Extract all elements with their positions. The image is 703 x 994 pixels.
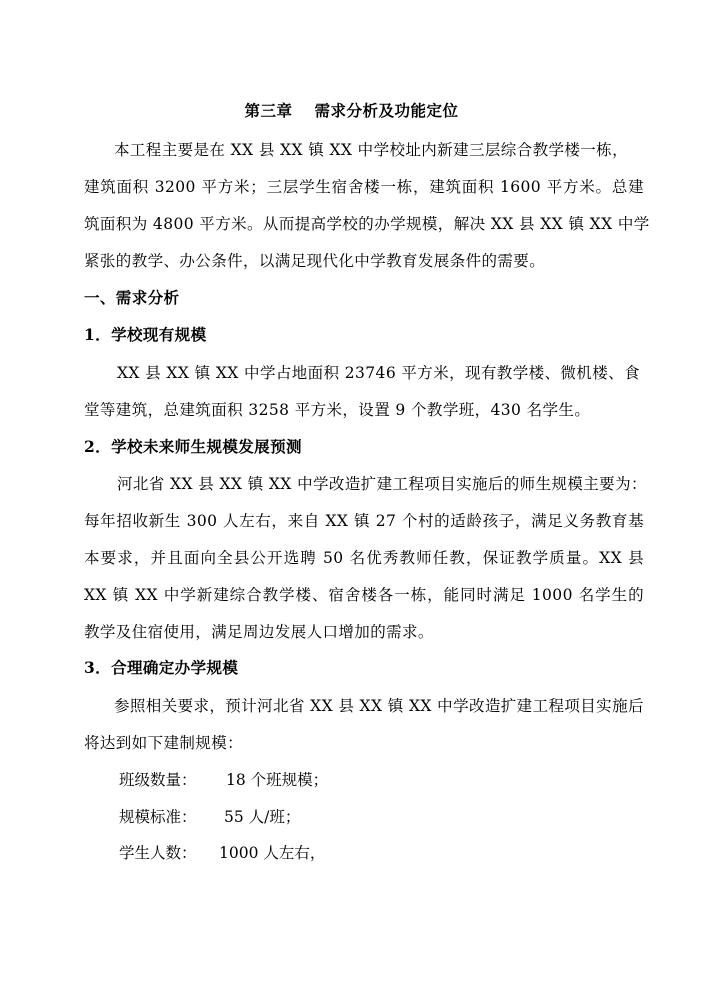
item-student-count-value: 1000 人左右， [219,844,326,862]
sub-heading-current-scale: 1．学校现有规模 [84,325,207,344]
intro-line-4: 紧张的教学、办公条件，以满足现代化中学教育发展条件的需要。 [84,252,546,270]
chapter-number: 第三章 [244,101,293,120]
school-scale-line-2: 将达到如下建制规模： [84,734,244,752]
intro-line-3: 筑面积为 4800 平方米。从而提高学校的办学规模，解决 XX 县 XX 镇 XX 中学 [84,215,650,233]
future-scale-line-3: 本要求，并且面向全县公开选聘 50 名优秀教师任教，保证教学质量。XX 县 [84,549,644,567]
future-scale-line-4: XX 镇 XX 中学新建综合教学楼、宿舍楼各一栋，能同时满足 1000 名学生的 [84,586,644,604]
future-scale-line-1: 河北省 XX 县 XX 镇 XX 中学改造扩建工程项目实施后的师生规模主要为： [117,475,647,493]
section-heading-needs: 一、需求分析 [84,288,180,307]
intro-line-1: 本工程主要是在 XX 县 XX 镇 XX 中学校址内新建三层综合教学楼一栋， [114,141,628,159]
item-class-count-value: 18 个班规模； [226,771,329,789]
chapter-title [0,101,703,121]
school-scale-line-1: 参照相关要求，预计河北省 XX 县 XX 镇 XX 中学改造扩建工程项目实施后 [114,697,644,715]
current-scale-line-2: 堂等建筑，总建筑面积 3258 平方米，设置 9 个教学班，430 名学生。 [84,401,591,419]
chapter-name: 需求分析及功能定位 [314,101,459,120]
sub-heading-school-scale: 3．合理确定办学规模 [84,658,239,677]
item-scale-standard-value: 55 人/班； [224,808,301,826]
future-scale-line-5: 教学及住宿使用，满足周边发展人口增加的需求。 [84,623,434,641]
future-scale-line-2: 每年招收新生 300 人左右，来自 XX 镇 27 个村的适龄孩子，满足义务教育基 [84,512,644,530]
item-class-count-label: 班级数量： [119,771,197,789]
item-scale-standard-label: 规模标准： [119,808,197,826]
sub-heading-future-scale: 2．学校未来师生规模发展预测 [84,437,302,456]
current-scale-line-1: XX 县 XX 镇 XX 中学占地面积 23746 平方米，现有教学楼、微机楼、食 [117,364,640,382]
intro-line-2: 建筑面积 3200 平方米；三层学生宿舍楼一栋，建筑面积 1600 平方米。总建 [84,178,644,196]
item-student-count-label: 学生人数： [119,844,197,862]
